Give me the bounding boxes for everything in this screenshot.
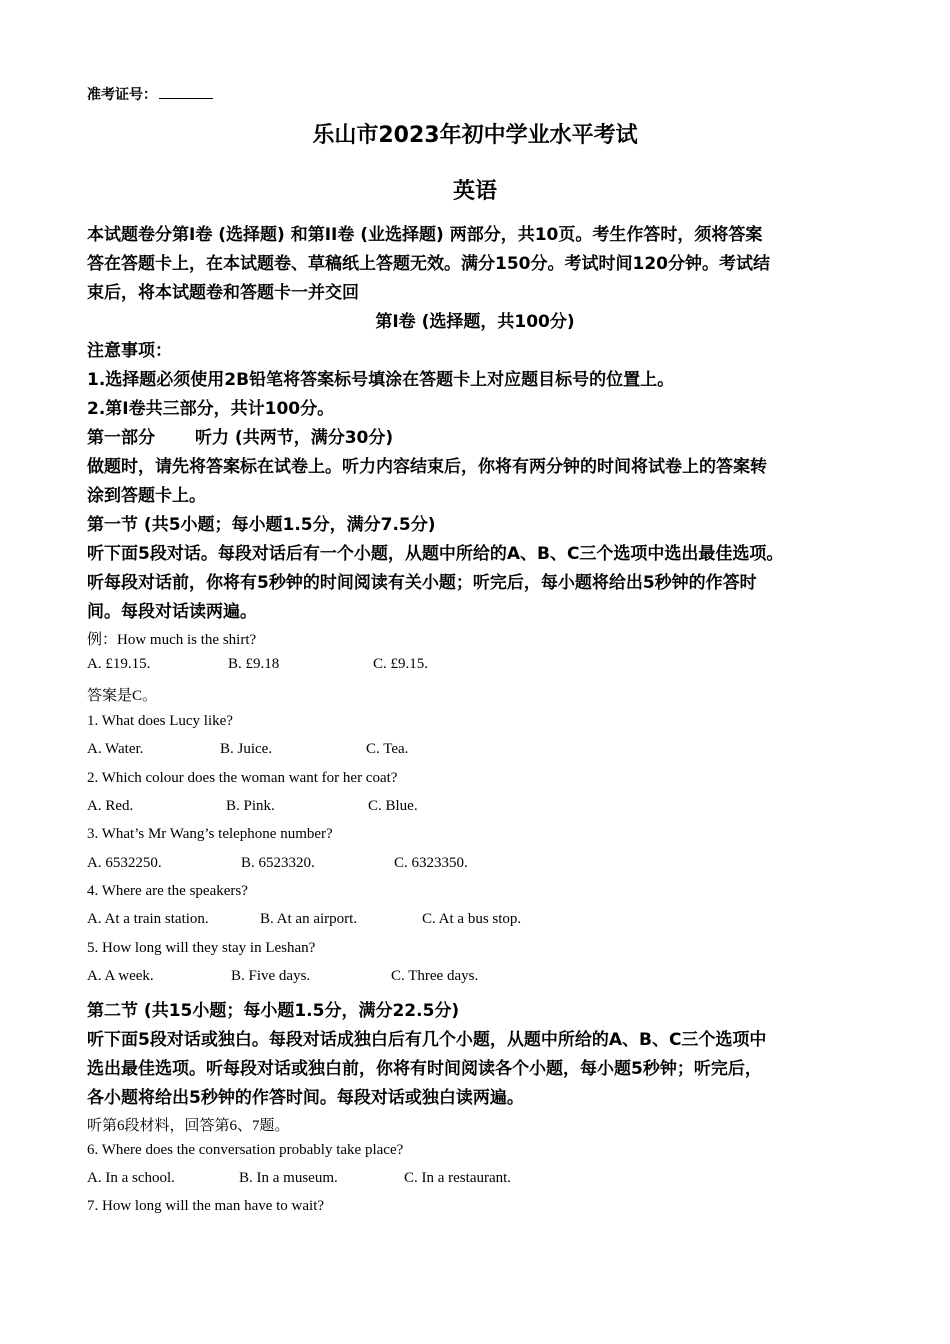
sub1-heading: 第一节 (共5小题；每小题1.5分，满分7.5分): [87, 515, 436, 535]
exam-number-field: [87, 84, 213, 104]
exam-number-blank: [159, 84, 213, 99]
option-a: A. At a train station.: [87, 911, 209, 927]
option-a: A. Water.: [87, 741, 144, 757]
question: 6. Where does the conversation probably take place?: [87, 1142, 404, 1158]
option-c: C. £9.15.: [373, 656, 429, 672]
part1-heading: 第I卷 (选择题，共100分): [375, 312, 575, 332]
question: 2. Which colour does the woman want for her coat?: [87, 770, 398, 786]
section1-instruction: 涂到答题卡上。: [87, 486, 206, 506]
option-a: A. In a school.: [87, 1170, 175, 1186]
notes-heading: 注意事项：: [87, 341, 172, 361]
intro-line: 束后，将本试题卷和答题卡一并交回: [87, 283, 359, 303]
option-b: B. Pink.: [226, 798, 275, 814]
option-a: A. 6532250.: [87, 855, 162, 871]
option-b: B. £9.18: [228, 656, 280, 672]
option-c: C. Tea.: [366, 741, 409, 757]
intro-line: 本试题卷分第I卷 (选择题) 和第II卷 (业选择题) 两部分，共10页。考生作答时，须将答案: [87, 225, 763, 245]
option-c: C. In a restaurant.: [404, 1170, 512, 1186]
sub1-instruction: 听下面5段对话。每段对话后有一个小题，从题中所给的A、B、C三个选项中选出最佳选项。: [87, 544, 784, 564]
option-c: C. Blue.: [368, 798, 418, 814]
intro-line: 答在答题卡上，在本试题卷、草稿纸上答题无效。满分150分。考试时间120分钟。考试结: [87, 254, 770, 274]
example-question: 例：How much is the shirt?: [87, 632, 257, 648]
page-title: 乐山市2023年初中学业水平考试: [312, 123, 638, 148]
option-a: A. Red.: [87, 798, 134, 814]
option-a: A. A week.: [87, 968, 154, 984]
section1-heading-part: 第一部分: [87, 428, 155, 448]
section1-instruction: 做题时，请先将答案标在试卷上。听力内容结束后，你将有两分钟的时间将试卷上的答案转: [87, 457, 767, 477]
sub2-heading: 第二节 (共15小题；每小题1.5分，满分22.5分): [87, 1001, 460, 1021]
question: 4. Where are the speakers?: [87, 883, 248, 899]
sub2-instruction: 选出最佳选项。听每段对话或独白前，你将有时间阅读各个小题，每小题5秒钟；听完后，: [87, 1059, 762, 1079]
subject-title: 英语: [452, 179, 497, 204]
option-b: B. 6523320.: [241, 855, 315, 871]
sub1-instruction: 间。每段对话读两遍。: [87, 602, 257, 622]
material-note: 听第6段材料，回答第6、7题。: [87, 1118, 290, 1134]
option-c: C. At a bus stop.: [422, 911, 522, 927]
note-item: 2.第I卷共三部分，共计100分。: [87, 399, 335, 419]
option-c: C. Three days.: [391, 968, 479, 984]
sub2-instruction: 听下面5段对话或独白。每段对话成独白后有几个小题，从题中所给的A、B、C三个选项中: [87, 1030, 767, 1050]
section1-heading: [87, 423, 393, 448]
option-b: B. Juice.: [220, 741, 273, 757]
exam-number-label: 准考证号：: [87, 87, 157, 103]
question: 5. How long will they stay in Leshan?: [87, 940, 316, 956]
question: 7. How long will the man have to wait?: [87, 1198, 325, 1214]
section1-heading-detail: 听力 (共两节，满分30分): [195, 428, 394, 448]
note-item: 1.选择题必须使用2B铅笔将答案标号填涂在答题卡上对应题目标号的位置上。: [87, 370, 675, 390]
option-c: C. 6323350.: [394, 855, 468, 871]
question: 3. What’s Mr Wang’s telephone number?: [87, 826, 333, 842]
option-b: B. Five days.: [231, 968, 311, 984]
sub1-instruction: 听每段对话前，你将有5秒钟的时间阅读有关小题；听完后，每小题将给出5秒钟的作答时: [87, 573, 757, 593]
option-b: B. In a museum.: [239, 1170, 338, 1186]
option-b: B. At an airport.: [260, 911, 358, 927]
option-a: A. £19.15.: [87, 656, 151, 672]
question: 1. What does Lucy like?: [87, 713, 233, 729]
example-answer: 答案是C。: [87, 688, 158, 704]
sub2-instruction: 各小题将给出5秒钟的作答时间。每段对话或独白读两遍。: [87, 1088, 524, 1108]
